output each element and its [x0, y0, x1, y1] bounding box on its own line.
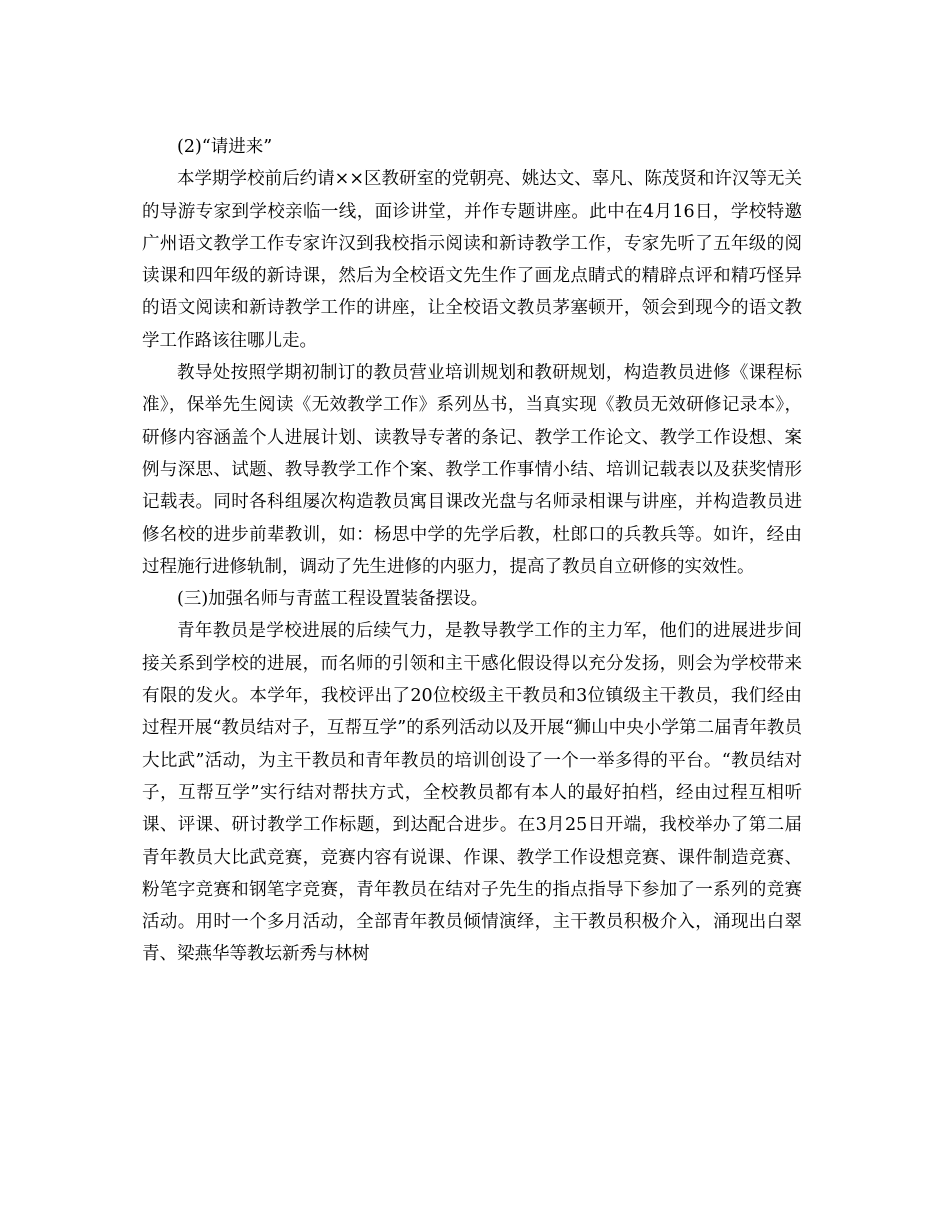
paragraph-teacher-study: 教导处按照学期初制订的教员营业培训规划和教研规划，构造教员进修《课程标准》，保举先生阅读《无效教学工作》系列丛书，当真实现《教员无效研修记录本》，研修内容涵盖个人进展计划、读教导专著的条记、教学工作论文、教学工作设想、案例与深思、试题、教导教学工作个案、教学工作事情小结、培训记载表以及获奖情形记载表。同时各科组屡次构造教员寓目课改光盘与名师录相课与讲座，并构造教员进修名校的进步前辈教训，如：杨思中学的先学后教，杜郎口的兵教兵等。如许，经由过程施行进修轨制，调动了先生进修的内驱力，提高了教员自立研修的实效性。 [142, 363, 802, 577]
paragraph-expert-visits: 本学期学校前后约请××区教研室的党朝亮、姚达文、辜凡、陈茂贤和许汉等无关的导游专家到学校亲临一线，面诊讲堂，并作专题讲座。此中在4月16日，学校特邀广州语文教学工作专家许汉到我校指示阅读和新诗教学工作，专家先听了五年级的阅读课和四年级的新诗课，然后为全校语文先生作了画龙点睛式的精辟点评和精巧怪异的语文阅读和新诗教学工作的讲座，让全校语文教员茅塞顿开，领会到现今的语文教学工作路该往哪儿走。 [142, 169, 802, 351]
section-subheading-invite-in: (2)“请进来” [177, 137, 273, 157]
section-heading-mentor-program: (三)加强名师与青蓝工程设置装备摆设。 [177, 589, 489, 610]
paragraph-young-teachers: 青年教员是学校进展的后续气力，是教导教学工作的主力军，他们的进展进步间接关系到学校的进展，而名师的引领和主干感化假设得以充分发扬，则会为学校带来有限的发火。本学年，我校评出了20位校级主干教员和3位镇级主干教员，我们经由过程开展“教员结对子，互帮互学”的系列活动以及开展“狮山中央小学第二届青年教员大比武”活动，为主干教员和青年教员的培训创设了一个一举多得的平台。“教员结对子，互帮互学”实行结对帮扶方式，全校教员都有本人的最好拍档，经由过程互相听课、评课、研讨教学工作标题，到达配合进步。在3月25日开端，我校举办了第二届青年教员大比武竞赛，竞赛内容有说课、作课、教学工作设想竞赛、课件制造竞赛、粉笔字竞赛和钢笔字竞赛，青年教员在结对子先生的指点指导下参加了一系列的竞赛活动。用时一个多月活动，全部青年教员倾情演绎，主干教员积极介入，涌现出白翠青、梁燕华等教坛新秀与林树 [142, 621, 802, 965]
